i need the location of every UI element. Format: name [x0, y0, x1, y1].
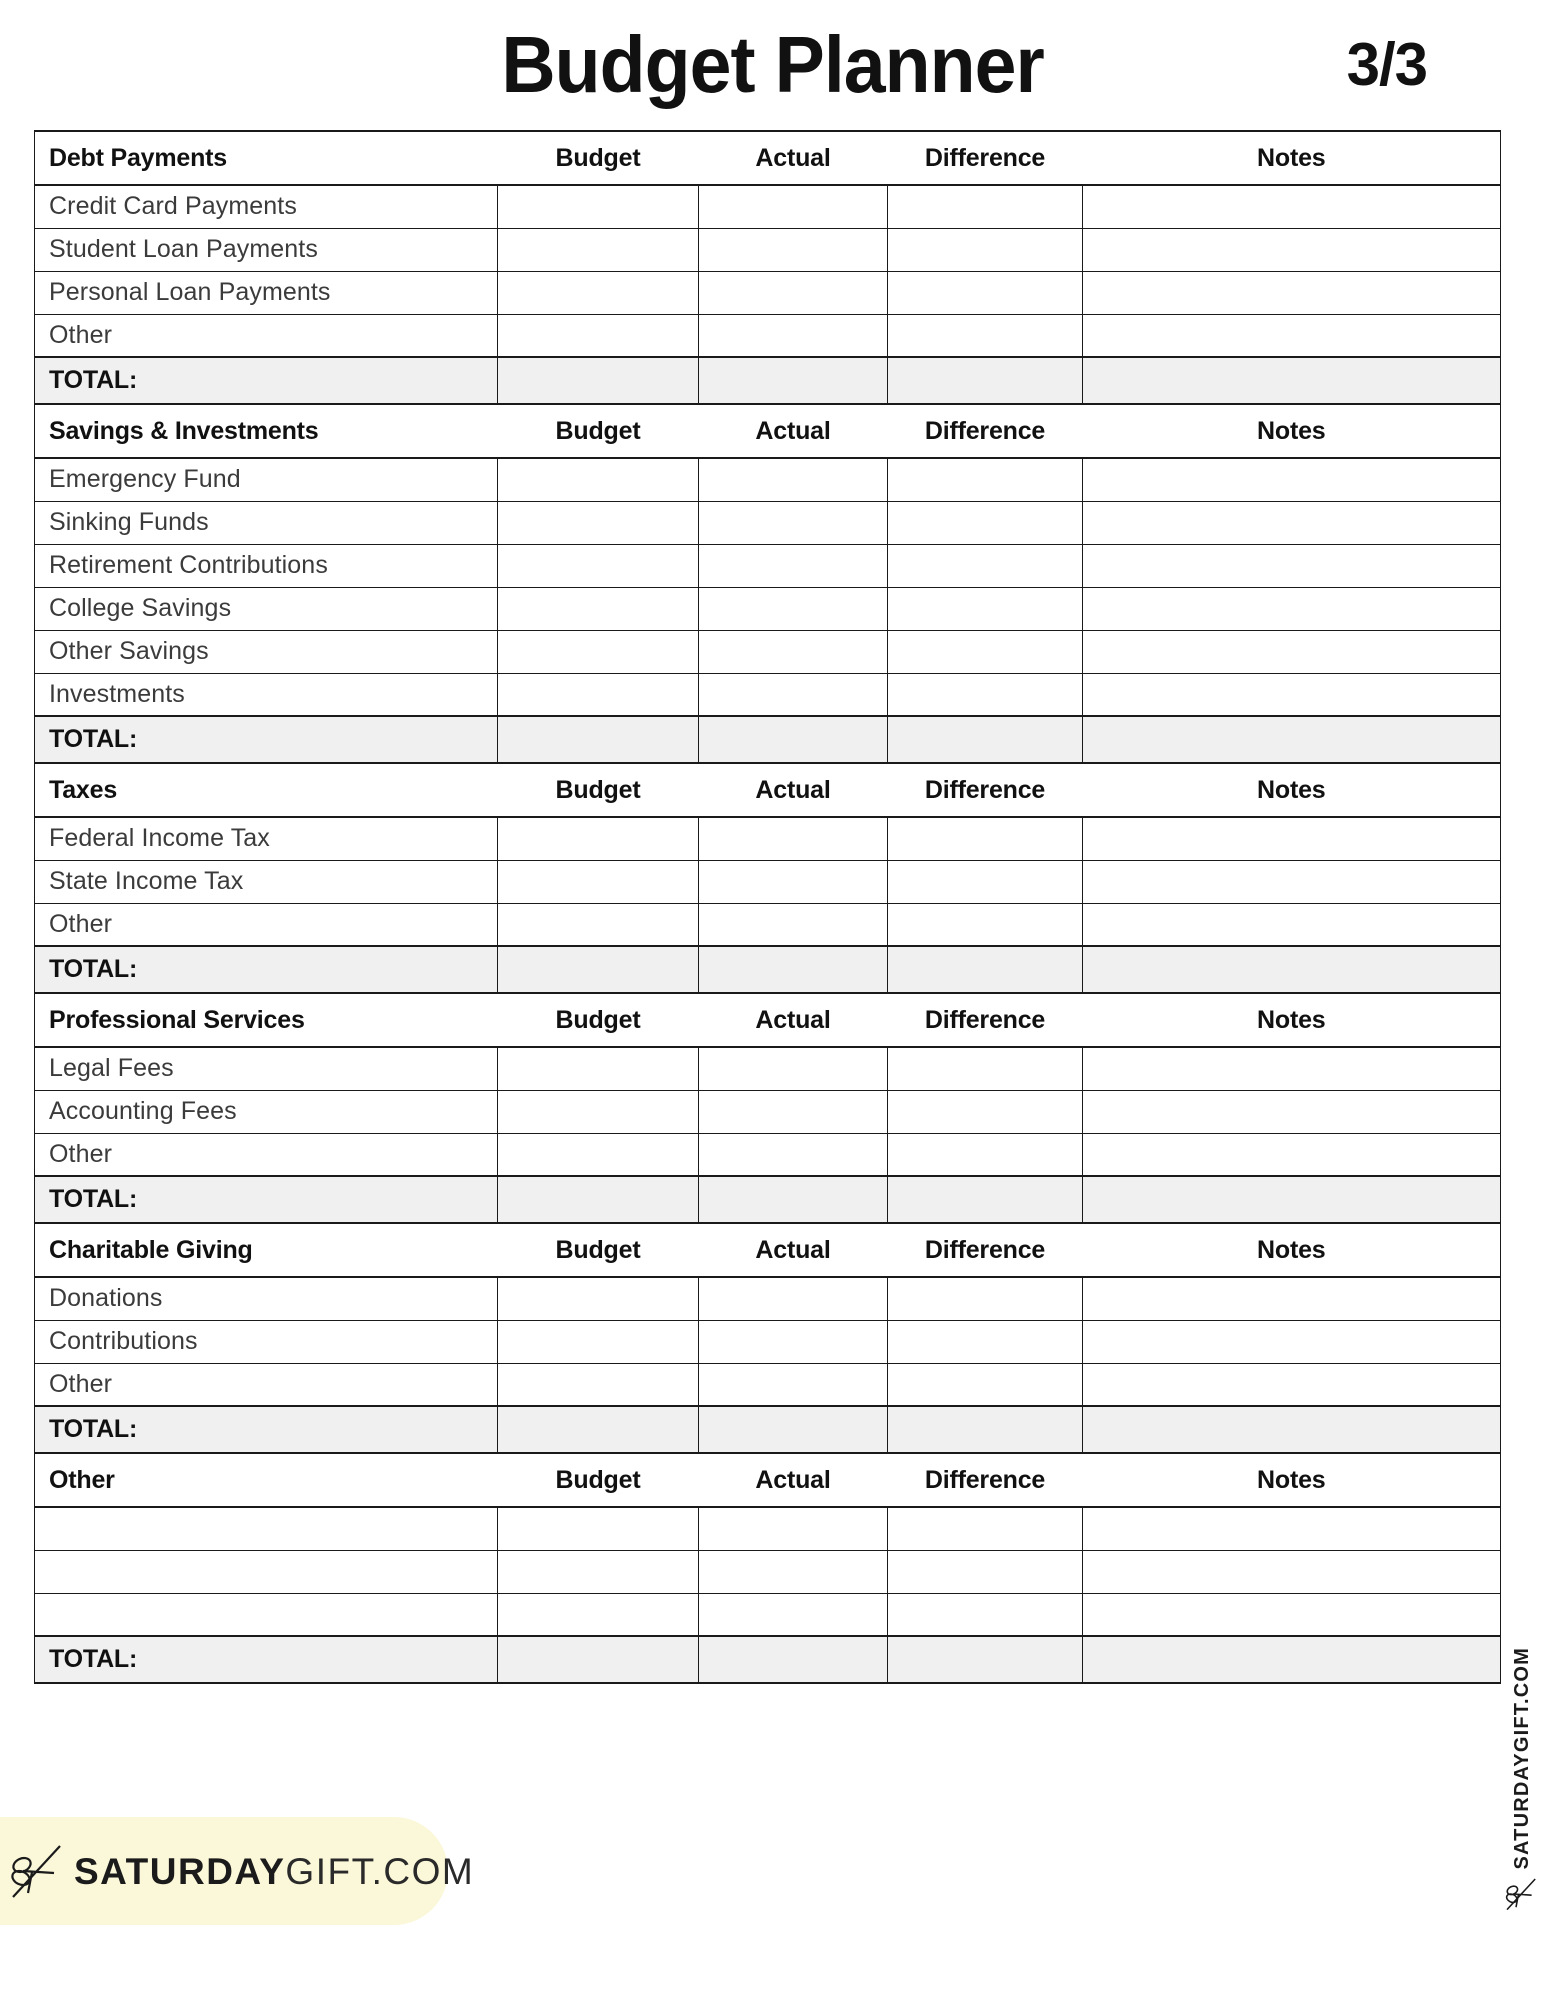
- column-header-budget: [498, 993, 699, 1047]
- input-cell-budget[interactable]: [498, 228, 699, 271]
- input-cell-difference[interactable]: [888, 630, 1083, 673]
- input-cell-budget[interactable]: [498, 630, 699, 673]
- input-cell-actual[interactable]: [699, 903, 888, 946]
- column-header-label: Difference: [924, 775, 1046, 804]
- input-cell-notes[interactable]: [1083, 1133, 1501, 1176]
- total-label: TOTAL:: [49, 1185, 138, 1213]
- item-label: Personal Loan Payments: [49, 278, 331, 306]
- table-row: [35, 673, 1501, 716]
- column-header-label: Notes: [1257, 1235, 1326, 1264]
- input-cell-difference[interactable]: [888, 673, 1083, 716]
- section-header-row: [35, 763, 1501, 817]
- input-cell-notes[interactable]: [1083, 630, 1501, 673]
- column-header-budget: [498, 763, 699, 817]
- column-header-label: Notes: [1257, 1465, 1326, 1494]
- gift-bow-icon: [10, 1841, 66, 1901]
- input-cell-difference[interactable]: [888, 1593, 1083, 1636]
- input-cell-budget[interactable]: [498, 314, 699, 357]
- input-cell-actual[interactable]: [699, 1507, 888, 1550]
- table-row: [35, 501, 1501, 544]
- input-cell-difference[interactable]: [888, 1047, 1083, 1090]
- input-cell-difference[interactable]: [888, 1550, 1083, 1593]
- item-label: Investments: [49, 679, 185, 708]
- total-cell-actual[interactable]: [699, 1636, 888, 1683]
- section-title: Charitable Giving: [49, 1235, 253, 1264]
- table-row: [35, 1593, 1501, 1636]
- total-row: [35, 357, 1501, 404]
- input-cell-notes[interactable]: [1083, 1593, 1501, 1636]
- column-header-label: Actual: [755, 143, 831, 172]
- item-label: Emergency Fund: [49, 465, 241, 494]
- input-cell-notes[interactable]: [1083, 544, 1501, 587]
- input-cell-budget[interactable]: [498, 1133, 699, 1176]
- total-cell-notes[interactable]: [1083, 357, 1501, 404]
- input-cell-notes[interactable]: [1083, 903, 1501, 946]
- input-cell-difference[interactable]: [888, 458, 1083, 501]
- column-header-label: Budget: [555, 1235, 641, 1264]
- column-header-budget: [498, 1223, 699, 1277]
- brand-badge: [0, 1817, 475, 1925]
- section-header-row: [35, 993, 1501, 1047]
- column-header-actual: [699, 763, 888, 817]
- section-title-cell: [35, 404, 498, 458]
- input-cell-difference[interactable]: [888, 1363, 1083, 1406]
- item-label: Contributions: [49, 1327, 198, 1355]
- table-row: [35, 458, 1501, 501]
- input-cell-budget[interactable]: [498, 1277, 699, 1320]
- item-label-cell: [35, 1047, 498, 1090]
- input-cell-actual[interactable]: [699, 817, 888, 860]
- gift-bow-icon-small: [1505, 1876, 1539, 1912]
- column-header-difference: [888, 404, 1083, 458]
- input-cell-budget[interactable]: [498, 1363, 699, 1406]
- table-row: [35, 1363, 1501, 1406]
- table-row: [35, 860, 1501, 903]
- brand-name-light: GIFT.COM: [285, 1850, 475, 1892]
- input-cell-budget[interactable]: [498, 501, 699, 544]
- total-cell-budget[interactable]: [498, 946, 699, 993]
- column-header-label: Budget: [555, 143, 641, 172]
- table-row: [35, 1090, 1501, 1133]
- item-label: Other: [49, 1369, 113, 1398]
- input-cell-actual[interactable]: [699, 1090, 888, 1133]
- table-row: [35, 630, 1501, 673]
- total-cell-difference[interactable]: [888, 1636, 1083, 1683]
- total-cell-budget[interactable]: [498, 1176, 699, 1223]
- input-cell-difference[interactable]: [888, 1277, 1083, 1320]
- total-label: TOTAL:: [49, 955, 138, 983]
- item-label-cell: [35, 228, 498, 271]
- input-cell-actual[interactable]: [699, 587, 888, 630]
- table-row: [35, 587, 1501, 630]
- total-cell-actual[interactable]: [699, 1176, 888, 1223]
- table-row: [35, 185, 1501, 228]
- item-label: Legal Fees: [49, 1054, 174, 1083]
- input-cell-actual[interactable]: [699, 1550, 888, 1593]
- total-cell-actual[interactable]: [699, 716, 888, 763]
- budget-table: [34, 130, 1501, 1684]
- input-cell-difference[interactable]: [888, 1090, 1083, 1133]
- total-label: TOTAL:: [49, 366, 138, 394]
- total-cell-notes[interactable]: [1083, 946, 1501, 993]
- total-cell-difference[interactable]: [888, 1406, 1083, 1453]
- input-cell-difference[interactable]: [888, 1507, 1083, 1550]
- item-label-cell: [35, 1507, 498, 1550]
- section-header-row: [35, 404, 1501, 458]
- item-label-cell: [35, 587, 498, 630]
- item-label: Federal Income Tax: [49, 824, 270, 853]
- item-label-cell: [35, 903, 498, 946]
- total-cell-notes[interactable]: [1083, 716, 1501, 763]
- section-header-row: [35, 1223, 1501, 1277]
- item-label-cell: [35, 271, 498, 314]
- section-title: Professional Services: [49, 1005, 305, 1034]
- section-title-cell: [35, 993, 498, 1047]
- total-cell-difference[interactable]: [888, 357, 1083, 404]
- input-cell-budget[interactable]: [498, 903, 699, 946]
- item-label-cell: [35, 314, 498, 357]
- brand-name-strong: SATURDAY: [74, 1850, 286, 1892]
- input-cell-notes[interactable]: [1083, 673, 1501, 716]
- total-label-cell: [35, 1406, 498, 1453]
- total-label: TOTAL:: [49, 1645, 138, 1673]
- item-label-cell: [35, 1550, 498, 1593]
- input-cell-budget[interactable]: [498, 860, 699, 903]
- item-label-cell: [35, 817, 498, 860]
- input-cell-budget[interactable]: [498, 271, 699, 314]
- item-label: Other Savings: [49, 637, 209, 665]
- input-cell-actual[interactable]: [699, 271, 888, 314]
- item-label-cell: [35, 1090, 498, 1133]
- input-cell-budget[interactable]: [498, 544, 699, 587]
- input-cell-actual[interactable]: [699, 501, 888, 544]
- column-header-label: Notes: [1257, 143, 1326, 172]
- input-cell-notes[interactable]: [1083, 1320, 1501, 1363]
- input-cell-notes[interactable]: [1083, 501, 1501, 544]
- item-label-cell: [35, 630, 498, 673]
- total-row: [35, 1176, 1501, 1223]
- column-header-label: Budget: [555, 775, 641, 804]
- item-label: Donations: [49, 1284, 163, 1313]
- column-header-label: Budget: [555, 1005, 641, 1034]
- input-cell-actual[interactable]: [699, 630, 888, 673]
- table-row: [35, 314, 1501, 357]
- page-title: Budget Planner: [501, 20, 1044, 109]
- input-cell-difference[interactable]: [888, 587, 1083, 630]
- total-label: TOTAL:: [49, 1415, 138, 1443]
- item-label-cell: [35, 1363, 498, 1406]
- table-row: [35, 1507, 1501, 1550]
- input-cell-actual[interactable]: [699, 1593, 888, 1636]
- section-title: Taxes: [49, 775, 118, 804]
- column-header-label: Actual: [755, 775, 831, 804]
- brand-name: [74, 1850, 475, 1892]
- section-header-row: [35, 1453, 1501, 1507]
- input-cell-notes[interactable]: [1083, 458, 1501, 501]
- column-header-notes: [1083, 1223, 1501, 1277]
- column-header-actual: [699, 131, 888, 185]
- table-row: [35, 271, 1501, 314]
- column-header-label: Difference: [924, 416, 1046, 445]
- input-cell-notes[interactable]: [1083, 860, 1501, 903]
- item-label-cell: [35, 1593, 498, 1636]
- total-label-cell: [35, 1636, 498, 1683]
- item-label-cell: [35, 501, 498, 544]
- column-header-budget: [498, 404, 699, 458]
- section-title: Savings & Investments: [49, 416, 319, 445]
- item-label-cell: [35, 458, 498, 501]
- input-cell-notes[interactable]: [1083, 185, 1501, 228]
- table-row: [35, 903, 1501, 946]
- total-cell-actual[interactable]: [699, 1406, 888, 1453]
- input-cell-difference[interactable]: [888, 501, 1083, 544]
- input-cell-budget[interactable]: [498, 1507, 699, 1550]
- section-title: Other: [49, 1465, 115, 1494]
- input-cell-difference[interactable]: [888, 544, 1083, 587]
- column-header-notes: [1083, 1453, 1501, 1507]
- total-label-cell: [35, 1176, 498, 1223]
- input-cell-budget[interactable]: [498, 458, 699, 501]
- table-row: [35, 544, 1501, 587]
- total-cell-notes[interactable]: [1083, 1636, 1501, 1683]
- column-header-label: Notes: [1257, 416, 1326, 445]
- column-header-label: Budget: [555, 1465, 641, 1494]
- input-cell-actual[interactable]: [699, 860, 888, 903]
- total-row: [35, 946, 1501, 993]
- input-cell-notes[interactable]: [1083, 1277, 1501, 1320]
- input-cell-budget[interactable]: [498, 1550, 699, 1593]
- input-cell-actual[interactable]: [699, 1320, 888, 1363]
- item-label-cell: [35, 544, 498, 587]
- input-cell-actual[interactable]: [699, 1363, 888, 1406]
- total-label-cell: [35, 946, 498, 993]
- total-cell-difference[interactable]: [888, 1176, 1083, 1223]
- section-header-row: [35, 131, 1501, 185]
- column-header-difference: [888, 1223, 1083, 1277]
- item-label: State Income Tax: [49, 867, 244, 895]
- column-header-label: Actual: [755, 1465, 831, 1494]
- total-cell-difference[interactable]: [888, 946, 1083, 993]
- total-row: [35, 1636, 1501, 1683]
- table-row: [35, 1133, 1501, 1176]
- input-cell-notes[interactable]: [1083, 1507, 1501, 1550]
- input-cell-budget[interactable]: [498, 673, 699, 716]
- section-title-cell: [35, 1223, 498, 1277]
- input-cell-notes[interactable]: [1083, 314, 1501, 357]
- column-header-label: Difference: [924, 1235, 1046, 1264]
- input-cell-actual[interactable]: [699, 1133, 888, 1176]
- column-header-notes: [1083, 131, 1501, 185]
- item-label-cell: [35, 185, 498, 228]
- column-header-actual: [699, 1453, 888, 1507]
- column-header-label: Actual: [755, 1005, 831, 1034]
- item-label-cell: [35, 673, 498, 716]
- item-label: Credit Card Payments: [49, 192, 297, 221]
- input-cell-difference[interactable]: [888, 185, 1083, 228]
- input-cell-difference[interactable]: [888, 314, 1083, 357]
- total-cell-budget[interactable]: [498, 1406, 699, 1453]
- column-header-label: Difference: [924, 1465, 1046, 1494]
- input-cell-difference[interactable]: [888, 271, 1083, 314]
- column-header-label: Notes: [1257, 775, 1326, 804]
- column-header-difference: [888, 763, 1083, 817]
- column-header-difference: [888, 1453, 1083, 1507]
- input-cell-difference[interactable]: [888, 1320, 1083, 1363]
- section-title-cell: [35, 1453, 498, 1507]
- side-watermark: [1505, 1647, 1539, 1912]
- item-label: Other: [49, 1139, 113, 1168]
- input-cell-actual[interactable]: [699, 1047, 888, 1090]
- input-cell-actual[interactable]: [699, 185, 888, 228]
- input-cell-notes[interactable]: [1083, 1363, 1501, 1406]
- total-cell-actual[interactable]: [699, 357, 888, 404]
- column-header-budget: [498, 131, 699, 185]
- input-cell-budget[interactable]: [498, 185, 699, 228]
- input-cell-actual[interactable]: [699, 314, 888, 357]
- total-cell-budget[interactable]: [498, 716, 699, 763]
- item-label-cell: [35, 1133, 498, 1176]
- column-header-label: Actual: [755, 1235, 831, 1264]
- total-cell-notes[interactable]: [1083, 1406, 1501, 1453]
- item-label-cell: [35, 1320, 498, 1363]
- input-cell-notes[interactable]: [1083, 228, 1501, 271]
- input-cell-budget[interactable]: [498, 1047, 699, 1090]
- input-cell-budget[interactable]: [498, 1320, 699, 1363]
- input-cell-difference[interactable]: [888, 903, 1083, 946]
- column-header-label: Notes: [1257, 1005, 1326, 1034]
- total-label: TOTAL:: [49, 725, 138, 753]
- input-cell-difference[interactable]: [888, 228, 1083, 271]
- input-cell-actual[interactable]: [699, 1277, 888, 1320]
- input-cell-budget[interactable]: [498, 587, 699, 630]
- item-label: Student Loan Payments: [49, 235, 318, 263]
- input-cell-difference[interactable]: [888, 817, 1083, 860]
- column-header-label: Budget: [555, 416, 641, 445]
- input-cell-notes[interactable]: [1083, 817, 1501, 860]
- table-row: [35, 1320, 1501, 1363]
- input-cell-actual[interactable]: [699, 228, 888, 271]
- input-cell-budget[interactable]: [498, 1090, 699, 1133]
- column-header-actual: [699, 404, 888, 458]
- input-cell-notes[interactable]: [1083, 1550, 1501, 1593]
- section-title-cell: [35, 763, 498, 817]
- total-cell-difference[interactable]: [888, 716, 1083, 763]
- column-header-label: Difference: [924, 143, 1046, 172]
- section-title: Debt Payments: [49, 143, 228, 172]
- column-header-actual: [699, 993, 888, 1047]
- table-row: [35, 1550, 1501, 1593]
- column-header-notes: [1083, 404, 1501, 458]
- column-header-actual: [699, 1223, 888, 1277]
- input-cell-budget[interactable]: [498, 817, 699, 860]
- input-cell-notes[interactable]: [1083, 1090, 1501, 1133]
- input-cell-difference[interactable]: [888, 860, 1083, 903]
- column-header-budget: [498, 1453, 699, 1507]
- item-label: Accounting Fees: [49, 1097, 237, 1125]
- item-label-cell: [35, 1277, 498, 1320]
- input-cell-budget[interactable]: [498, 1593, 699, 1636]
- total-cell-actual[interactable]: [699, 946, 888, 993]
- input-cell-difference[interactable]: [888, 1133, 1083, 1176]
- column-header-notes: [1083, 993, 1501, 1047]
- input-cell-actual[interactable]: [699, 458, 888, 501]
- total-label-cell: [35, 716, 498, 763]
- item-label: Other: [49, 320, 113, 349]
- input-cell-actual[interactable]: [699, 673, 888, 716]
- page-number: 3/3: [1346, 31, 1427, 98]
- item-label-cell: [35, 860, 498, 903]
- total-row: [35, 1406, 1501, 1453]
- table-row: [35, 1047, 1501, 1090]
- total-cell-budget[interactable]: [498, 357, 699, 404]
- item-label: Sinking Funds: [49, 508, 209, 536]
- total-cell-notes[interactable]: [1083, 1176, 1501, 1223]
- input-cell-notes[interactable]: [1083, 1047, 1501, 1090]
- section-title-cell: [35, 131, 498, 185]
- total-label-cell: [35, 357, 498, 404]
- table-row: [35, 817, 1501, 860]
- total-cell-budget[interactable]: [498, 1636, 699, 1683]
- table-row: [35, 228, 1501, 271]
- column-header-difference: [888, 131, 1083, 185]
- item-label: College Savings: [49, 594, 232, 622]
- total-row: [35, 716, 1501, 763]
- side-watermark-text: SATURDAYGIFT.COM: [1510, 1647, 1533, 1870]
- input-cell-actual[interactable]: [699, 544, 888, 587]
- page-header: [0, 0, 1545, 130]
- column-header-label: Difference: [924, 1005, 1046, 1034]
- item-label: Retirement Contributions: [49, 551, 328, 579]
- input-cell-notes[interactable]: [1083, 587, 1501, 630]
- item-label: Other: [49, 909, 113, 938]
- column-header-notes: [1083, 763, 1501, 817]
- table-row: [35, 1277, 1501, 1320]
- column-header-label: Actual: [755, 416, 831, 445]
- column-header-difference: [888, 993, 1083, 1047]
- input-cell-notes[interactable]: [1083, 271, 1501, 314]
